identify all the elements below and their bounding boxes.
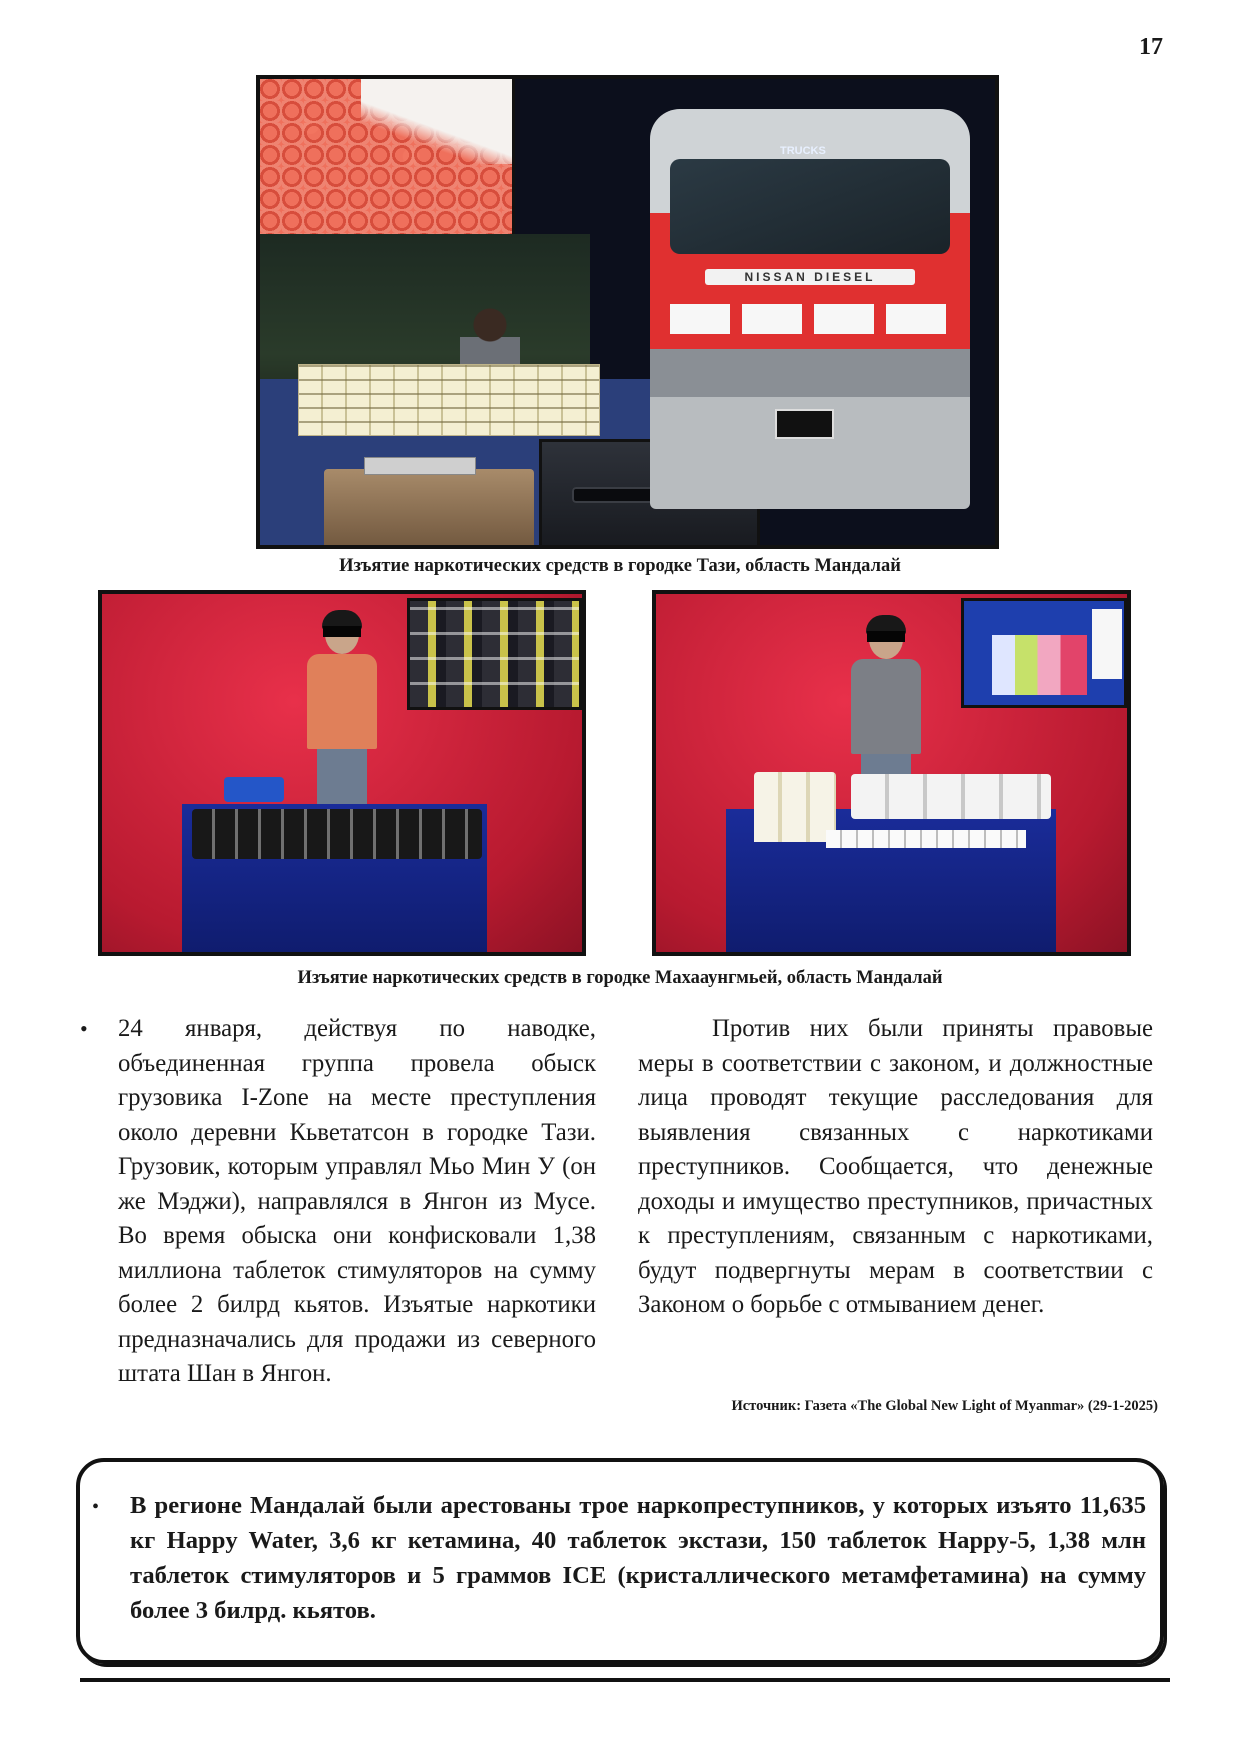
photo-suspect-left xyxy=(307,614,377,814)
caption-middle-photos: Изъятие наркотических средств в городке Махааунгмьей, область Мандалай xyxy=(297,968,943,988)
photo-seizure-left xyxy=(98,590,586,956)
suspect-shirt xyxy=(307,654,377,749)
truck-grille xyxy=(670,304,950,334)
photo-seized-jars xyxy=(754,772,836,842)
inset-red-pills xyxy=(260,79,515,237)
list-bullet: • xyxy=(80,1016,88,1041)
photo-seized-bags xyxy=(851,774,1051,819)
summary-bullet: • xyxy=(92,1496,100,1518)
photo-seizure-right xyxy=(652,590,1131,956)
article-right-column: Против них были приняты правовые меры в соответствии с законом, и должностные лица проводят текущие расследования для выявления связанных с наркотиками преступников. Сообщается, что денежные доходы и имущество преступников, причастных к преступлениям, связанным с наркотиками, будут подвергнуты мерам в соответствии с Законом о борьбе с отмыванием денег. xyxy=(638,1015,1153,1318)
face-censor-bar xyxy=(867,631,905,642)
face-censor-bar xyxy=(323,626,361,637)
photo-seized-packages xyxy=(298,364,600,436)
photo-truck xyxy=(610,89,999,509)
photo-hidden-compartment xyxy=(324,469,534,549)
caption-top-photo: Изъятие наркотических средств в городке Тази, область Мандалай xyxy=(339,556,901,576)
inset-packets xyxy=(407,598,582,710)
truck-brand-text: NISSAN DIESEL xyxy=(744,270,876,284)
summary-text: В регионе Мандалай были арестованы трое наркопреступников, у которых изъято 11,635 кг Happy Water, 3,6 кг кетамина, 40 таблеток экстази, 150 таблеток Happy-5, 1,38 млн таблеток стимуляторов и 5 граммов ICE (кристаллического метамфетамина) на сумму более 3 билрд. кьятов. xyxy=(130,1492,1146,1624)
photo-sealer-machine xyxy=(224,777,284,802)
truck-windshield xyxy=(670,145,950,254)
truck-sticker-text: TRUCKS xyxy=(780,145,826,157)
bottom-rule xyxy=(80,1678,1170,1682)
inset-pill-bags xyxy=(961,598,1127,708)
suspect-jeans xyxy=(317,749,367,809)
article-source: Источник: Газета «The Global New Light of Myanmar» (29-1-2025) xyxy=(731,1398,1158,1414)
photo-truck-seizure xyxy=(256,75,999,549)
suspect-shirt xyxy=(851,659,921,754)
truck-license-plate xyxy=(775,409,834,439)
photo-seized-strips xyxy=(826,830,1026,848)
truck-brand-plate xyxy=(705,269,915,285)
photo-seized-packets xyxy=(192,809,482,859)
page-number: 17 xyxy=(1139,34,1163,60)
article-left-column: 24 января, действуя по наводке, объединенная группа провела обыск грузовика I-Zone на месте преступления около деревни Кьветатсон в городке Тази. Грузовик, которым управлял Мьо Мин У (он же Мэджи), направлялся в Янгон из Мусе. Во время обыска они конфисковали 1,38 миллиона таблеток стимуляторов на сумму более 2 билрд кьятов. Изъятые наркотики предназначались для продажи из северного штата Шан в Янгон. xyxy=(118,1015,596,1387)
